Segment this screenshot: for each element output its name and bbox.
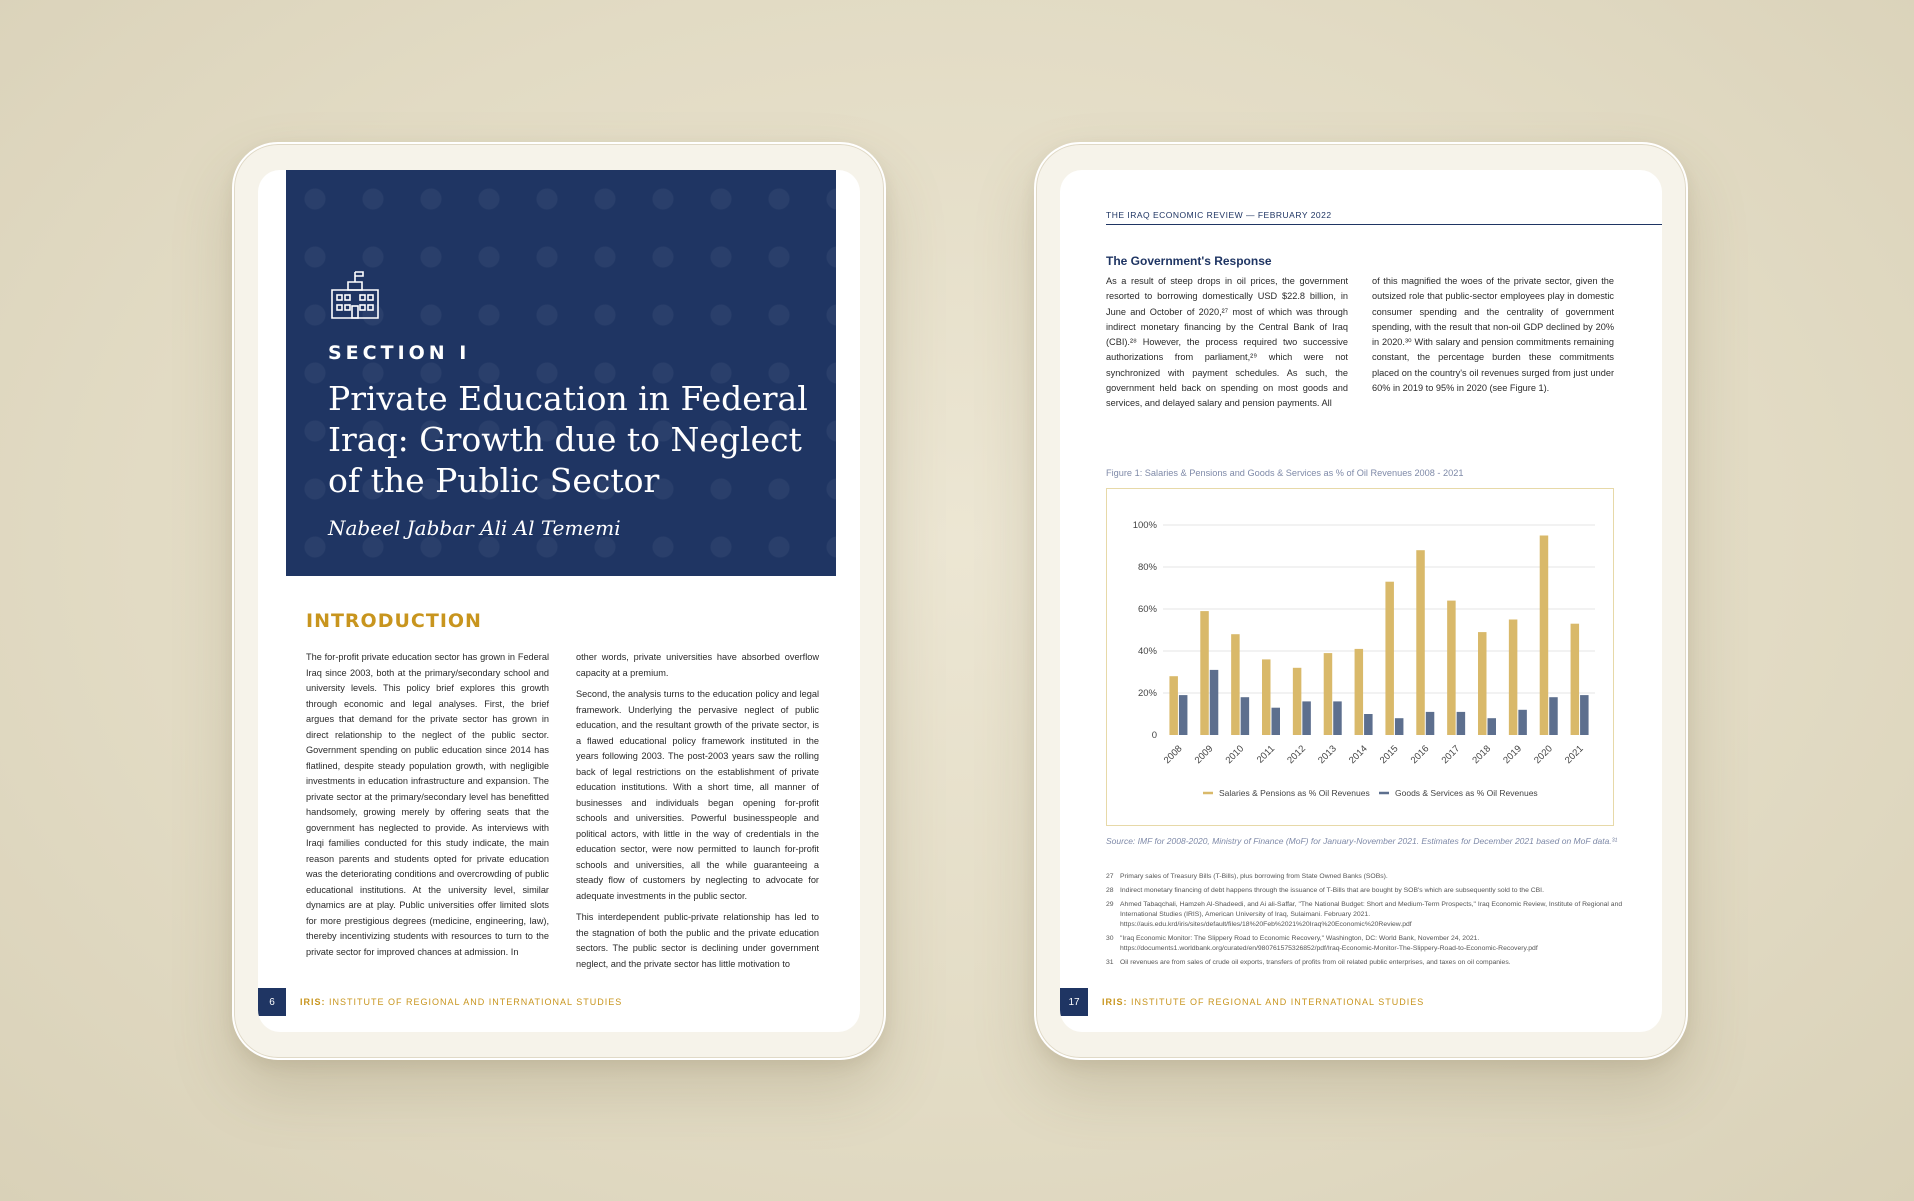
y-tick-label: 60% bbox=[1137, 604, 1157, 615]
bar bbox=[1169, 676, 1178, 735]
paragraph: other words, private universities have absorbed overflow capacity at a premium. bbox=[576, 652, 819, 678]
bar bbox=[1333, 701, 1342, 735]
y-tick-label: 40% bbox=[1137, 646, 1157, 657]
figure-source: Source: IMF for 2008-2020, Ministry of Finance (MoF) for January-November 2021. Estimates for December 2021 based on MoF data.³¹ bbox=[1106, 836, 1618, 846]
x-tick-label: 2019 bbox=[1501, 743, 1524, 767]
page-number: 6 bbox=[258, 988, 286, 1016]
bar bbox=[1540, 536, 1549, 736]
footnote-number: 28 bbox=[1106, 887, 1114, 894]
bar bbox=[1395, 718, 1404, 735]
x-tick-label: 2015 bbox=[1377, 743, 1401, 767]
y-tick-label: 80% bbox=[1137, 562, 1157, 573]
footnote-text: Ahmed Tabaqchali, Hamzeh Al-Shadeedi, and Ai ali-Saffar, "The National Budget: Short and Medium-Term Prospects," Iraq Economic Review, Institute of Regional and International Studies (IRIS), American University of Iraq, Sulaimani. February 2021. https://auis.edu.krd/iris/sites/default/files/18%20Feb%2021%20Iraq%20Economic%20Review.pdf bbox=[1120, 901, 1623, 928]
bar bbox=[1355, 649, 1364, 735]
footnote-text: Indirect monetary financing of debt happens through the issuance of T-Bills that are bought by SOB's which are subsequently sold to the CBI. bbox=[1120, 887, 1544, 894]
bar bbox=[1549, 697, 1558, 735]
y-tick-label: 0 bbox=[1151, 730, 1157, 741]
section-label: SECTION I bbox=[328, 342, 471, 364]
bar bbox=[1416, 550, 1425, 735]
bar bbox=[1571, 624, 1580, 735]
footer-brand: IRIS: bbox=[1102, 997, 1128, 1007]
footer-institute: INSTITUTE OF REGIONAL AND INTERNATIONAL STUDIES bbox=[329, 997, 623, 1007]
footnote-number: 31 bbox=[1106, 959, 1114, 966]
left-tablet bbox=[232, 142, 886, 1060]
section-heading: The Government's Response bbox=[1106, 254, 1272, 268]
intro-heading: INTRODUCTION bbox=[306, 610, 482, 632]
bar bbox=[1210, 670, 1219, 735]
x-tick-label: 2009 bbox=[1192, 743, 1216, 767]
bar bbox=[1241, 697, 1250, 735]
x-tick-label: 2008 bbox=[1161, 743, 1185, 767]
x-tick-label: 2016 bbox=[1408, 743, 1432, 767]
page-footer bbox=[300, 997, 622, 1007]
footnote bbox=[1106, 886, 1626, 896]
x-tick-label: 2011 bbox=[1254, 743, 1278, 766]
right-tablet bbox=[1034, 142, 1688, 1060]
bar bbox=[1426, 712, 1435, 735]
bar bbox=[1364, 714, 1373, 735]
y-tick-label: 20% bbox=[1137, 688, 1157, 699]
footnote bbox=[1106, 958, 1626, 968]
bar bbox=[1324, 653, 1333, 735]
bar bbox=[1231, 634, 1240, 735]
footnote bbox=[1106, 900, 1626, 930]
x-tick-label: 2012 bbox=[1285, 743, 1308, 767]
body-column-2 bbox=[576, 650, 819, 980]
section-banner bbox=[286, 170, 836, 576]
bar bbox=[1385, 582, 1394, 735]
x-tick-label: 2021 bbox=[1562, 743, 1586, 767]
body-column-2: of this magnified the woes of the private sector, given the outsized role that public-sector employees play in domestic consumer spending and the centrality of government spending, with the result that non-oil GDP declined by 20% in 2020.³⁰ With salary and pension commitments remaining constant, the percentage burden these commitments placed on the country's oil revenues surged from just under 60% in 2019 to 95% in 2020 (see Figure 1). bbox=[1372, 276, 1614, 394]
paragraph: This interdependent public-private relationship has led to the stagnation of both the public and the private education sectors. The public sector is declining under government neglect, and the private sector has little motivation to bbox=[576, 912, 819, 969]
footer-brand: IRIS: bbox=[300, 997, 326, 1007]
page-footer bbox=[1102, 997, 1424, 1007]
right-page bbox=[1060, 170, 1662, 1032]
y-tick-label: 100% bbox=[1132, 520, 1157, 531]
chart-frame bbox=[1106, 488, 1614, 826]
bar bbox=[1262, 659, 1271, 735]
school-building-icon bbox=[330, 270, 380, 320]
bar bbox=[1518, 710, 1527, 735]
footnote-text: Primary sales of Treasury Bills (T-Bills), plus borrowing from State Owned Banks (SOBs). bbox=[1120, 873, 1388, 880]
x-tick-label: 2018 bbox=[1470, 743, 1494, 767]
body-column-1: As a result of steep drops in oil prices, the government resorted to borrowing domestically USD $22.8 billion, in June and October of 2020,²⁷ most of which was through indirect monetary financing by the Central Bank of Iraq (CBI).²⁸ However, the process required two successive authorizations from parliament,²⁹ which were not synchronized with payment schedules. As such, the government held back on spending on most goods and services, and delayed salary and pension payments. All bbox=[1106, 276, 1348, 409]
legend-label: Goods & Services as % Oil Revenues bbox=[1395, 788, 1538, 798]
paragraph: Second, the analysis turns to the education policy and legal framework. Underlying the pervasive neglect of public education, and the resultant growth of the private sector, is a flawed educational policy framework instituted in the years following 2003. The post-2003 years saw the rolling back of legal restrictions on the establishment of private education institutions. With a short time, all manner of businesses and individuals began opening for-profit schools and universities. Powerful businesspeople and political actors, with little in the way of credentials in the education sector, were now permitted to launch for-profit schools and universities, all the while guaranteeing a steady flow of customers by neglecting to advocate for adequate investments in the public sector. bbox=[576, 689, 819, 901]
figure-caption: Figure 1: Salaries & Pensions and Goods & Services as % of Oil Revenues 2008 - 2021 bbox=[1106, 468, 1464, 478]
page-title: Private Education in Federal Iraq: Growth due to Neglect of the Public Sector bbox=[328, 379, 808, 500]
bar bbox=[1509, 620, 1518, 736]
footnote-number: 29 bbox=[1106, 901, 1114, 908]
x-tick-label: 2013 bbox=[1316, 743, 1339, 767]
author-name: Nabeel Jabbar Ali Al Tememi bbox=[328, 516, 621, 540]
footnote-number: 30 bbox=[1106, 935, 1114, 942]
bar bbox=[1447, 601, 1456, 735]
bar bbox=[1488, 718, 1497, 735]
legend-label: Salaries & Pensions as % Oil Revenues bbox=[1219, 788, 1370, 798]
footnote-text: Oil revenues are from sales of crude oil exports, transfers of profits from oil related public enterprises, and taxes on oil companies. bbox=[1120, 959, 1511, 966]
bar bbox=[1179, 695, 1188, 735]
x-tick-label: 2017 bbox=[1439, 743, 1463, 767]
footnote bbox=[1106, 872, 1626, 882]
bar bbox=[1302, 701, 1311, 735]
bar bbox=[1478, 632, 1487, 735]
running-head: THE IRAQ ECONOMIC REVIEW — FEBRUARY 2022 bbox=[1106, 210, 1662, 225]
bar bbox=[1457, 712, 1466, 735]
x-tick-label: 2020 bbox=[1532, 743, 1555, 767]
left-page bbox=[258, 170, 860, 1032]
footnote-text: "Iraq Economic Monitor: The Slippery Road to Economic Recovery," Washington, DC: World Bank, November 24, 2021. https://documents1.worldbank.org/curated/en/980761575326852/pdf/Iraq-Economic-Monitor-The-Slippery-Road-to-Economic-Recovery.pdf bbox=[1120, 935, 1538, 952]
x-tick-label: 2010 bbox=[1223, 743, 1247, 767]
footer-institute: INSTITUTE OF REGIONAL AND INTERNATIONAL STUDIES bbox=[1131, 997, 1425, 1007]
x-tick-label: 2014 bbox=[1346, 743, 1370, 767]
page-number: 17 bbox=[1060, 988, 1088, 1016]
body-column-1 bbox=[306, 650, 549, 980]
footnote-number: 27 bbox=[1106, 873, 1114, 880]
footnote bbox=[1106, 934, 1626, 954]
bar bbox=[1580, 695, 1589, 735]
bar bbox=[1293, 668, 1302, 735]
footnotes bbox=[1106, 872, 1626, 972]
bar bbox=[1272, 708, 1281, 735]
paragraph: The for-profit private education sector has grown in Federal Iraq since 2003, both at the primary/secondary school and university levels. This policy brief explores this growth through economic and legal analyses. First, the brief argues that demand for the private sector has grown in direct relationship to the neglect of the public sector. Government spending on public education since 2014 has flatlined, despite steady population growth, with negligible investments in education infrastructure and expansion. The private sector at the primary/secondary level has benefitted handsomely, growing merely by offering seats that the government has neglected to provide. As interviews with Iraqi families conducted for this study indicate, the main reason parents and students opted for private education was the deteriorating conditions and overcrowding of public educational institutions. At the university level, similar dynamics are at play. Public universities offer limited slots for more prestigious degrees (medicine, engineering, law), thereby incentivizing students with resources to turn to the private sector for improved chances at admission. In bbox=[306, 652, 549, 957]
bar bbox=[1200, 611, 1209, 735]
bar-chart bbox=[1107, 489, 1615, 827]
